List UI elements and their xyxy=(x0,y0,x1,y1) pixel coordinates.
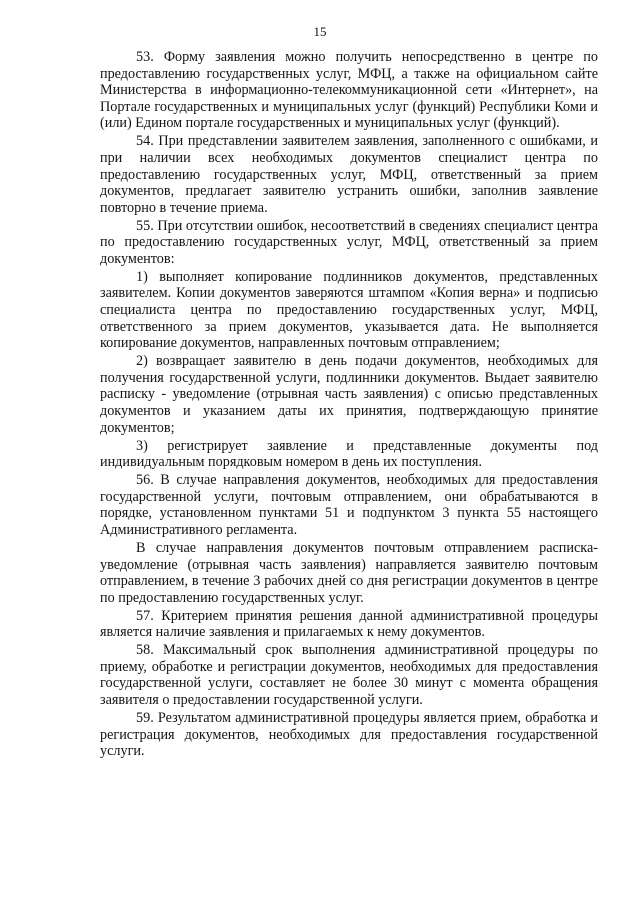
paragraph-57: 57. Критерием принятия решения данной административной процедуры является наличие заявления и прилагаемых к нему документов. xyxy=(100,607,598,641)
paragraph-56-continued: В случае направления документов почтовым отправлением расписка-уведомление (отрывная часть заявления) направляется заявителю почтовым отправлением, в течение 3 рабочих дней со дня регистрации документов в центре по предоставлению государственных услуг. xyxy=(100,539,598,606)
paragraph-54: 54. При представлении заявителем заявления, заполненного с ошибками, и при наличии всех необходимых документов специалист центра по предоставлению государственных услуг, МФЦ, ответственный за прием документов, предлагает заявителю устранить ошибки, заполнив заявление повторно в течение приема. xyxy=(100,133,598,216)
document-body xyxy=(100,49,598,761)
paragraph-56: 56. В случае направления документов, необходимых для предоставления государственной услуги, почтовым отправлением, они обрабатываются в порядке, установленном пунктами 51 и подпунктом 3 пункта 55 настоящего Административного регламента. xyxy=(100,472,598,538)
paragraph-53: 53. Форму заявления можно получить непосредственно в центре по предоставлению государственных услуг, МФЦ, а также на официальном сайте Министерства в информационно-телекоммуникационной сети «Интернет», на Портале государственных и муниципальных услуг (функций) Республики Коми и (или) Едином портале государственных и муниципальных услуг (функций). xyxy=(100,49,598,132)
paragraph-55-item-1: 1) выполняет копирование подлинников документов, представленных заявителем. Копии документов заверяются штампом «Копия верна» и подписью специалиста центра по предоставлению государственных услуг, МФЦ, ответственного за прием документов, указывается дата. Не выполняется копирование документов, направленных почтовым отправлением; xyxy=(100,268,598,352)
paragraph-55: 55. При отсутствии ошибок, несоответствий в сведениях специалист центра по предоставлению государственных услуг, МФЦ, ответственный за прием документов: xyxy=(100,217,598,267)
paragraph-55-item-2: 2) возвращает заявителю в день подачи документов, необходимых для получения государственной услуги, подлинники документов. Выдает заявителю расписку - уведомление (отрывная часть заявления) с описью представленных документов и указанием даты их принятия, подтверждающую принятие документов; xyxy=(100,353,598,436)
page-number: 15 xyxy=(313,24,327,39)
paragraph-59: 59. Результатом административной процедуры является прием, обработка и регистрация документов, необходимых для предоставления государственной услуги. xyxy=(100,710,598,760)
paragraph-55-item-3: 3) регистрирует заявление и представленные документы под индивидуальным порядковым номером в день их поступления. xyxy=(100,437,598,471)
paragraph-58: 58. Максимальный срок выполнения административной процедуры по приему, обработке и регистрации документов, необходимых для предоставления государственной услуги, составляет не более 30 минут с момента обращения заявителя о предоставлении государственной услуги. xyxy=(100,642,598,709)
